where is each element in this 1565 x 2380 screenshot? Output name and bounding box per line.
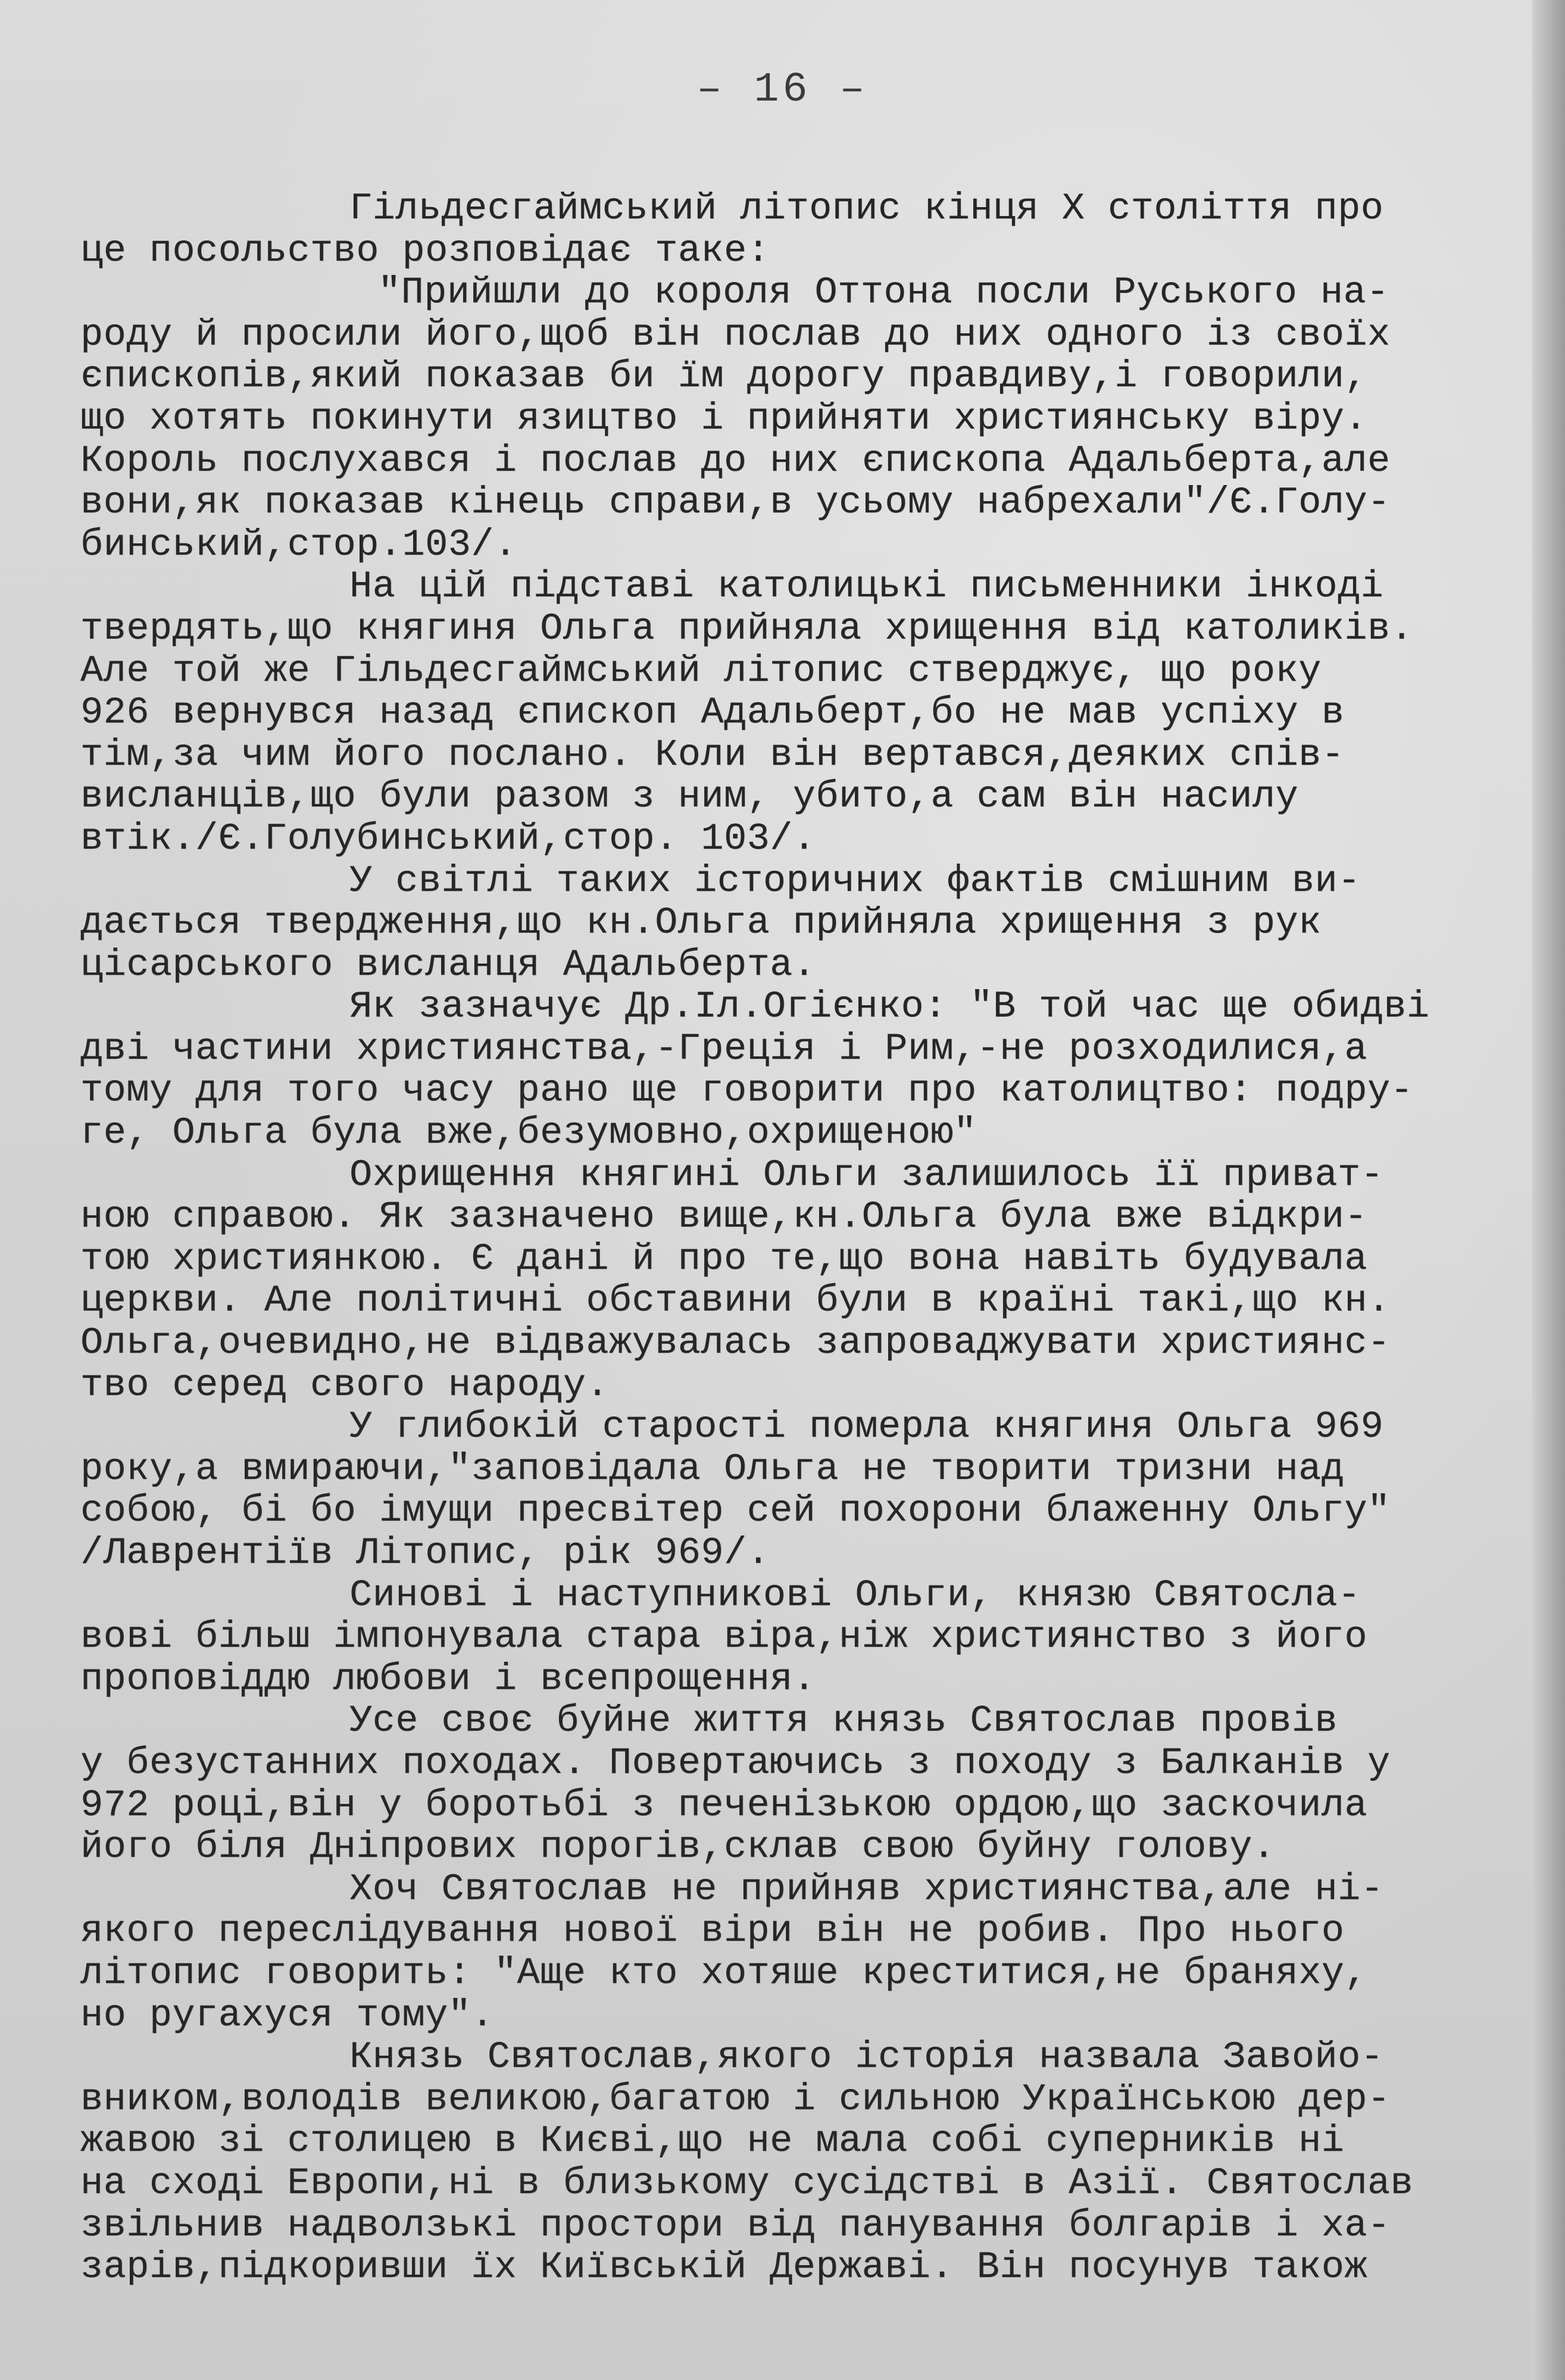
text-line: Синові і наступникові Ольги, князю Святосла- xyxy=(349,1574,1361,1617)
text-line: твердять,що княгиня Ольга прийняла хрищення від католиків. xyxy=(80,607,1414,650)
text-line: на сході Европи,ні в близькому сусідстві в Азії. Святослав xyxy=(80,2162,1414,2205)
text-line: вові більш імпонувала стара віра,ніж християнство з його xyxy=(80,1616,1367,1659)
text-line: що хотять покинути язицтво і прийняти християнську віру. xyxy=(80,397,1367,440)
text-line: тво серед свого народу. xyxy=(80,1363,609,1407)
text-line: це посольство розповідає таке: xyxy=(80,229,770,273)
text-line: Хоч Святослав не прийняв християнства,але ні- xyxy=(349,1868,1384,1911)
text-line: Але той же Гільдесгаймський літопис стверджує, що року xyxy=(80,649,1322,693)
text-line: Король послухався і послав до них єпископа Адальберта,але xyxy=(80,439,1391,483)
text-line: у безустанних походах. Повертаючись з походу з Балканів у xyxy=(80,1741,1391,1785)
text-line: року,а вмираючи,"заповідала Ольга не творити тризни над xyxy=(80,1447,1345,1491)
text-line: цісарського висланця Адальберта. xyxy=(80,943,816,987)
text-line: якого переслідування нової віри він не робив. Про нього xyxy=(80,1910,1345,1953)
text-line: літопис говорить: "Аще кто хотяше креститися,не браняху, xyxy=(80,1951,1367,1995)
text-line: Ольга,очевидно,не відважувалась запроваджувати християнс- xyxy=(80,1322,1391,1365)
page-edge-shadow xyxy=(1532,0,1565,2380)
text-line: но ругахуся тому". xyxy=(80,1994,494,2037)
text-line: втік./Є.Голубинський,стор. 103/. xyxy=(80,817,816,861)
text-line: вони,як показав кінець справи,в усьому набрехали"/Є.Голу- xyxy=(80,481,1391,525)
text-line: бинський,стор.103/. xyxy=(80,523,517,567)
page-number: – 16 – xyxy=(696,67,869,114)
text-line: церкви. Але політичні обставини були в країні такі,що кн. xyxy=(80,1280,1391,1323)
text-line: собою, бі бо імущи пресвітер сей похорони блаженну Ольгу" xyxy=(80,1490,1391,1533)
text-line: вником,володів великою,багатою і сильною Українською дер- xyxy=(80,2078,1391,2121)
text-line: його біля Дніпрових порогів,склав свою буйну голову. xyxy=(80,1826,1276,1869)
text-line: жавою зі столицею в Києві,що не мала собі суперників ні xyxy=(80,2120,1345,2163)
text-line: проповіддю любови і всепрощення. xyxy=(80,1657,816,1701)
text-line: 972 році,він у боротьбі з печенізькою ордою,що заскочила xyxy=(80,1784,1367,1827)
text-line: тім,за чим його послано. Коли він вертався,деяких спів- xyxy=(80,733,1345,777)
text-line: єпископів,який показав би їм дорогу правдиву,і говорили, xyxy=(80,355,1367,399)
text-line: ге, Ольга була вже,безумовно,охрищеною" xyxy=(80,1112,977,1155)
text-line: ною справою. Як зазначено вище,кн.Ольга була вже відкри- xyxy=(80,1196,1367,1239)
text-line: зарів,підкоривши їх Київській Державі. Він посунув також xyxy=(80,2246,1367,2290)
text-line: Як зазначує Др.Іл.Огієнко: "В той час ще обидві xyxy=(349,986,1430,1029)
text-line: дві частини християнства,-Греція і Рим,-не розходилися,а xyxy=(80,1027,1367,1071)
text-line: висланців,що були разом з ним, убито,а сам він насилу xyxy=(80,775,1299,819)
text-line: У глибокій старості померла княгиня Ольга 969 xyxy=(349,1406,1384,1449)
text-line: "Прийшли до короля Оттона посли Руського на- xyxy=(378,271,1389,315)
text-line: роду й просили його,щоб він послав до них одного із своїх xyxy=(80,313,1391,356)
text-line: Гільдесгаймський літопис кінця X століття про xyxy=(349,187,1384,230)
text-line: Охрищення княгині Ольги залишилось її приват- xyxy=(349,1153,1384,1197)
text-line: звільнив надволзькі простори від панування болгарів і ха- xyxy=(80,2204,1391,2247)
body-text xyxy=(80,188,1497,2289)
text-line: тою християнкою. Є дані й про те,що вона навіть будувала xyxy=(80,1237,1367,1281)
text-line: /Лаврентіїв Літопис, рік 969/. xyxy=(80,1532,770,1575)
text-line: дається твердження,що кн.Ольга прийняла хрищення з рук xyxy=(80,902,1322,945)
text-line: 926 вернувся назад єпископ Адальберт,бо не мав успіху в xyxy=(80,692,1345,735)
text-line: тому для того часу рано ще говорити про католицтво: подру- xyxy=(80,1069,1414,1113)
text-line: Князь Святослав,якого історія назвала Завойо- xyxy=(349,2036,1384,2079)
text-line: На цій підставі католицькі письменники інкоді xyxy=(349,565,1384,609)
text-line: Усе своє буйне життя князь Святослав провів xyxy=(349,1700,1338,1743)
text-line: У світлі таких історичних фактів смішним ви- xyxy=(349,859,1361,903)
